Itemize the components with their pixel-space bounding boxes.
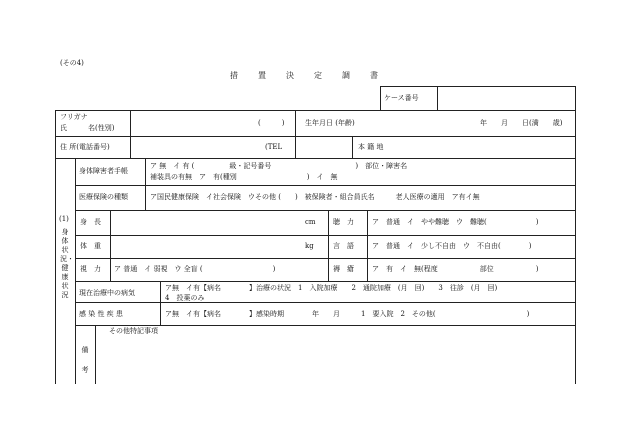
rule [367, 210, 368, 281]
speech-value: ア 普通 イ 少し不自由 ウ 不自由( ) [372, 242, 532, 250]
vision-value: ア 普通 イ 弱視 ウ 全盲 ( ) [114, 265, 276, 273]
infection-label: 感 染 性 疾 患 [79, 310, 123, 318]
rule [55, 136, 576, 137]
insurance-value: ア国民健康保険 イ社会保険 ウその他 ( ) 被保険者・組合員氏名 老人医療の適用 ア有イ無 [150, 193, 480, 201]
rule [437, 86, 438, 111]
section-title: 身体状況・健康状況 [60, 228, 74, 299]
section-number: (1) [59, 215, 69, 223]
rule [75, 325, 576, 326]
rule [295, 110, 296, 158]
tel-field[interactable]: (TEL [265, 143, 283, 151]
rule [110, 210, 111, 281]
name-label: 氏 名(性別) [60, 124, 115, 132]
birth-label: 生年月日 (年齢) [305, 119, 355, 127]
rule [352, 136, 353, 158]
rule [380, 86, 576, 87]
furigana-label: フリガナ [60, 113, 88, 121]
weight-unit: kg [305, 242, 314, 250]
rule [160, 281, 161, 325]
sex-field[interactable]: ( ) [258, 119, 285, 127]
height-unit: cm [305, 218, 316, 226]
illness-label: 現在治療中の病気 [79, 289, 135, 297]
honseki-label: 本 籍 地 [358, 143, 384, 151]
rule [75, 158, 76, 384]
rule [130, 110, 131, 158]
bedsore-label: 褥 瘡 [333, 265, 354, 273]
rule [145, 158, 146, 210]
sheet-number: (その4) [60, 59, 84, 67]
rule [75, 281, 576, 282]
rule [95, 325, 96, 384]
vision-label: 視 力 [80, 265, 101, 273]
birth-value[interactable]: 年 月 日(満 歳) [480, 119, 563, 127]
rule [75, 258, 576, 259]
weight-label: 体 重 [80, 242, 101, 250]
case-number-label: ケース番号 [384, 94, 419, 102]
insurance-label: 医療保険の種類 [79, 193, 128, 201]
rule [55, 110, 56, 384]
rule [380, 86, 381, 111]
rule [75, 210, 576, 211]
height-label: 身 長 [80, 218, 101, 226]
rule [75, 235, 576, 236]
hearing-label: 聴 力 [333, 218, 354, 226]
remarks-label: 備 考 [81, 346, 89, 374]
rule [75, 302, 576, 303]
document-title: 措 置 決 定 調 書 [230, 71, 384, 80]
illness-line1: ア無 イ有【病名 】治療の状況 1 入院加療 2 通院加療 (月 回) 3 往診 (月 回) [165, 284, 498, 292]
rule [55, 158, 576, 159]
rule [55, 110, 576, 111]
infection-value: ア無 イ有【病名 】感染時期 年 月 1 要入院 2 その他( ) [165, 310, 530, 318]
disability-label: 身体障害者手帳 [79, 167, 128, 175]
speech-label: 言 語 [333, 242, 354, 250]
address-label: 住 所(電話番号) [60, 143, 110, 151]
hearing-value: ア 普通 イ やや難聴 ウ 難聴( ) [372, 218, 539, 226]
remarks-text: その他特記事項 [109, 327, 158, 335]
rule [75, 185, 576, 186]
rule [328, 210, 329, 281]
bedsore-value: ア 有 イ 無(程度 部位 ) [372, 265, 539, 273]
illness-line2: 4 投薬のみ [165, 294, 205, 302]
disability-line2: 補装具の有無 ア 有(種別 ) イ 無 [150, 173, 338, 181]
disability-line1: ア 無 イ 有 ( 級・記号番号 ) 部位・障害名 [150, 162, 408, 170]
